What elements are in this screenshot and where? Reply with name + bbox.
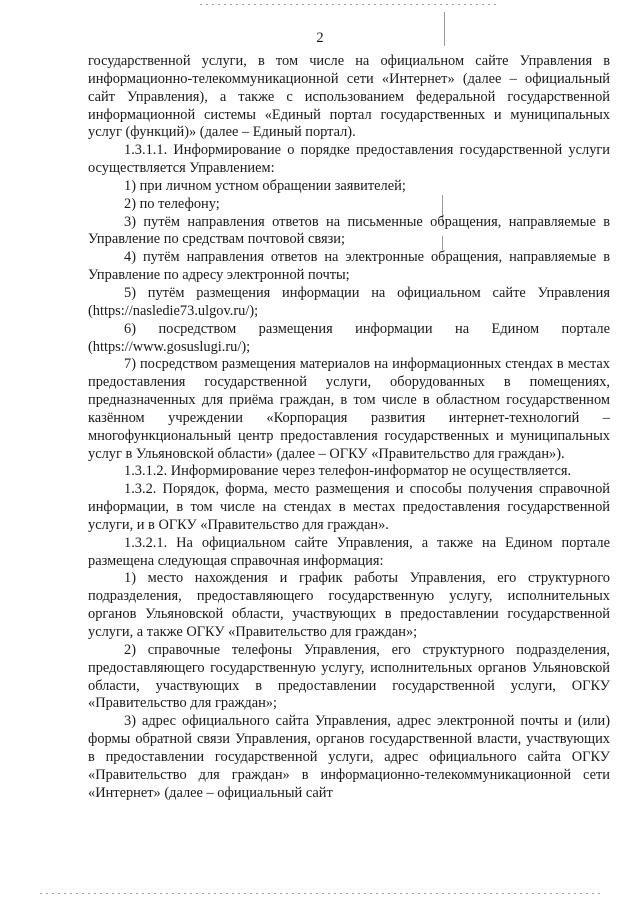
paragraph: 3) путём направления ответов на письменные обращения, направляемые в Управление по средствам почтовой связи;: [88, 213, 610, 248]
paragraph: 1.3.1.1. Информирование о порядке предоставления государственной услуги осуществляется Управлением:: [88, 142, 610, 177]
document-body: [88, 53, 610, 802]
scan-artifact-top: [200, 4, 500, 5]
paragraph: 2) по телефону;: [124, 195, 220, 212]
paragraph: 2) справочные телефоны Управления, его структурного подразделения, предоставляющего государственную услугу, исполнительных органов Ульяновской области, участвующих в предоставлении государственной услуги, ОГКУ «Правительство для граждан»;: [88, 641, 610, 712]
page-number: 2: [316, 30, 324, 46]
scan-artifact-bottom: [40, 893, 600, 894]
paragraph: 1.3.2.1. На официальном сайте Управления, а также на Едином портале размещена следующая справочная информация:: [88, 534, 610, 569]
paragraph: 3) адрес официального сайта Управления, адрес электронной почты и (или) формы обратной связи Управления, органов государственной власти, участвующих в предоставлении государственной услуги, адрес официального сайта ОГКУ «Правительство для граждан» в информационно-телекоммуникационной сети «Интернет» (далее – официальный сайт: [88, 713, 610, 801]
paragraph: 7) посредством размещения материалов на информационных стендах в местах предоставления государственной услуги, оборудованных в помещениях, предназначенных для приёма граждан, в том числе в областном государственном казённом учреждении «Корпорация развития интернет-технологий – многофункциональный центр предоставления государственных и муниципальных услуг в Ульяновской области» (далее – ОГКУ «Правительство для граждан»).: [88, 356, 610, 462]
paragraph: 1.3.1.2. Информирование через телефон-информатор не осуществляется.: [124, 463, 572, 480]
paragraph: 6) посредством размещения информации на Едином портале (https://www.gosuslugi.ru/);: [88, 320, 610, 355]
paragraph: государственной услуги, в том числе на официальном сайте Управления в информационно-телекоммуникационной сети «Интернет» (далее – официальный сайт Управления), а также с использованием федеральной государственной информационной системы «Единый портал государственных и муниципальных услуг (функций)» (далее – Единый портал).: [88, 53, 610, 141]
paragraph: 5) путём размещения информации на официальном сайте Управления (https://nasledie73.ulgov.ru/);: [88, 284, 610, 319]
paragraph: 1.3.2. Порядок, форма, место размещения и способы получения справочной информации, в том числе на стендах в местах предоставления государственной услуги, и в ОГКУ «Правительство для граждан».: [88, 481, 610, 533]
paragraph: 4) путём направления ответов на электронные обращения, направляемые в Управление по адресу электронной почты;: [88, 249, 610, 284]
paragraph: 1) место нахождения и график работы Управления, его структурного подразделения, предоставляющего государственную услугу, исполнительных органов Ульяновской области, участвующих в предоставлении государственной услуги, а также ОГКУ «Правительство для граждан»;: [88, 570, 610, 640]
paragraph: 1) при личном устном обращении заявителей;: [124, 177, 406, 194]
